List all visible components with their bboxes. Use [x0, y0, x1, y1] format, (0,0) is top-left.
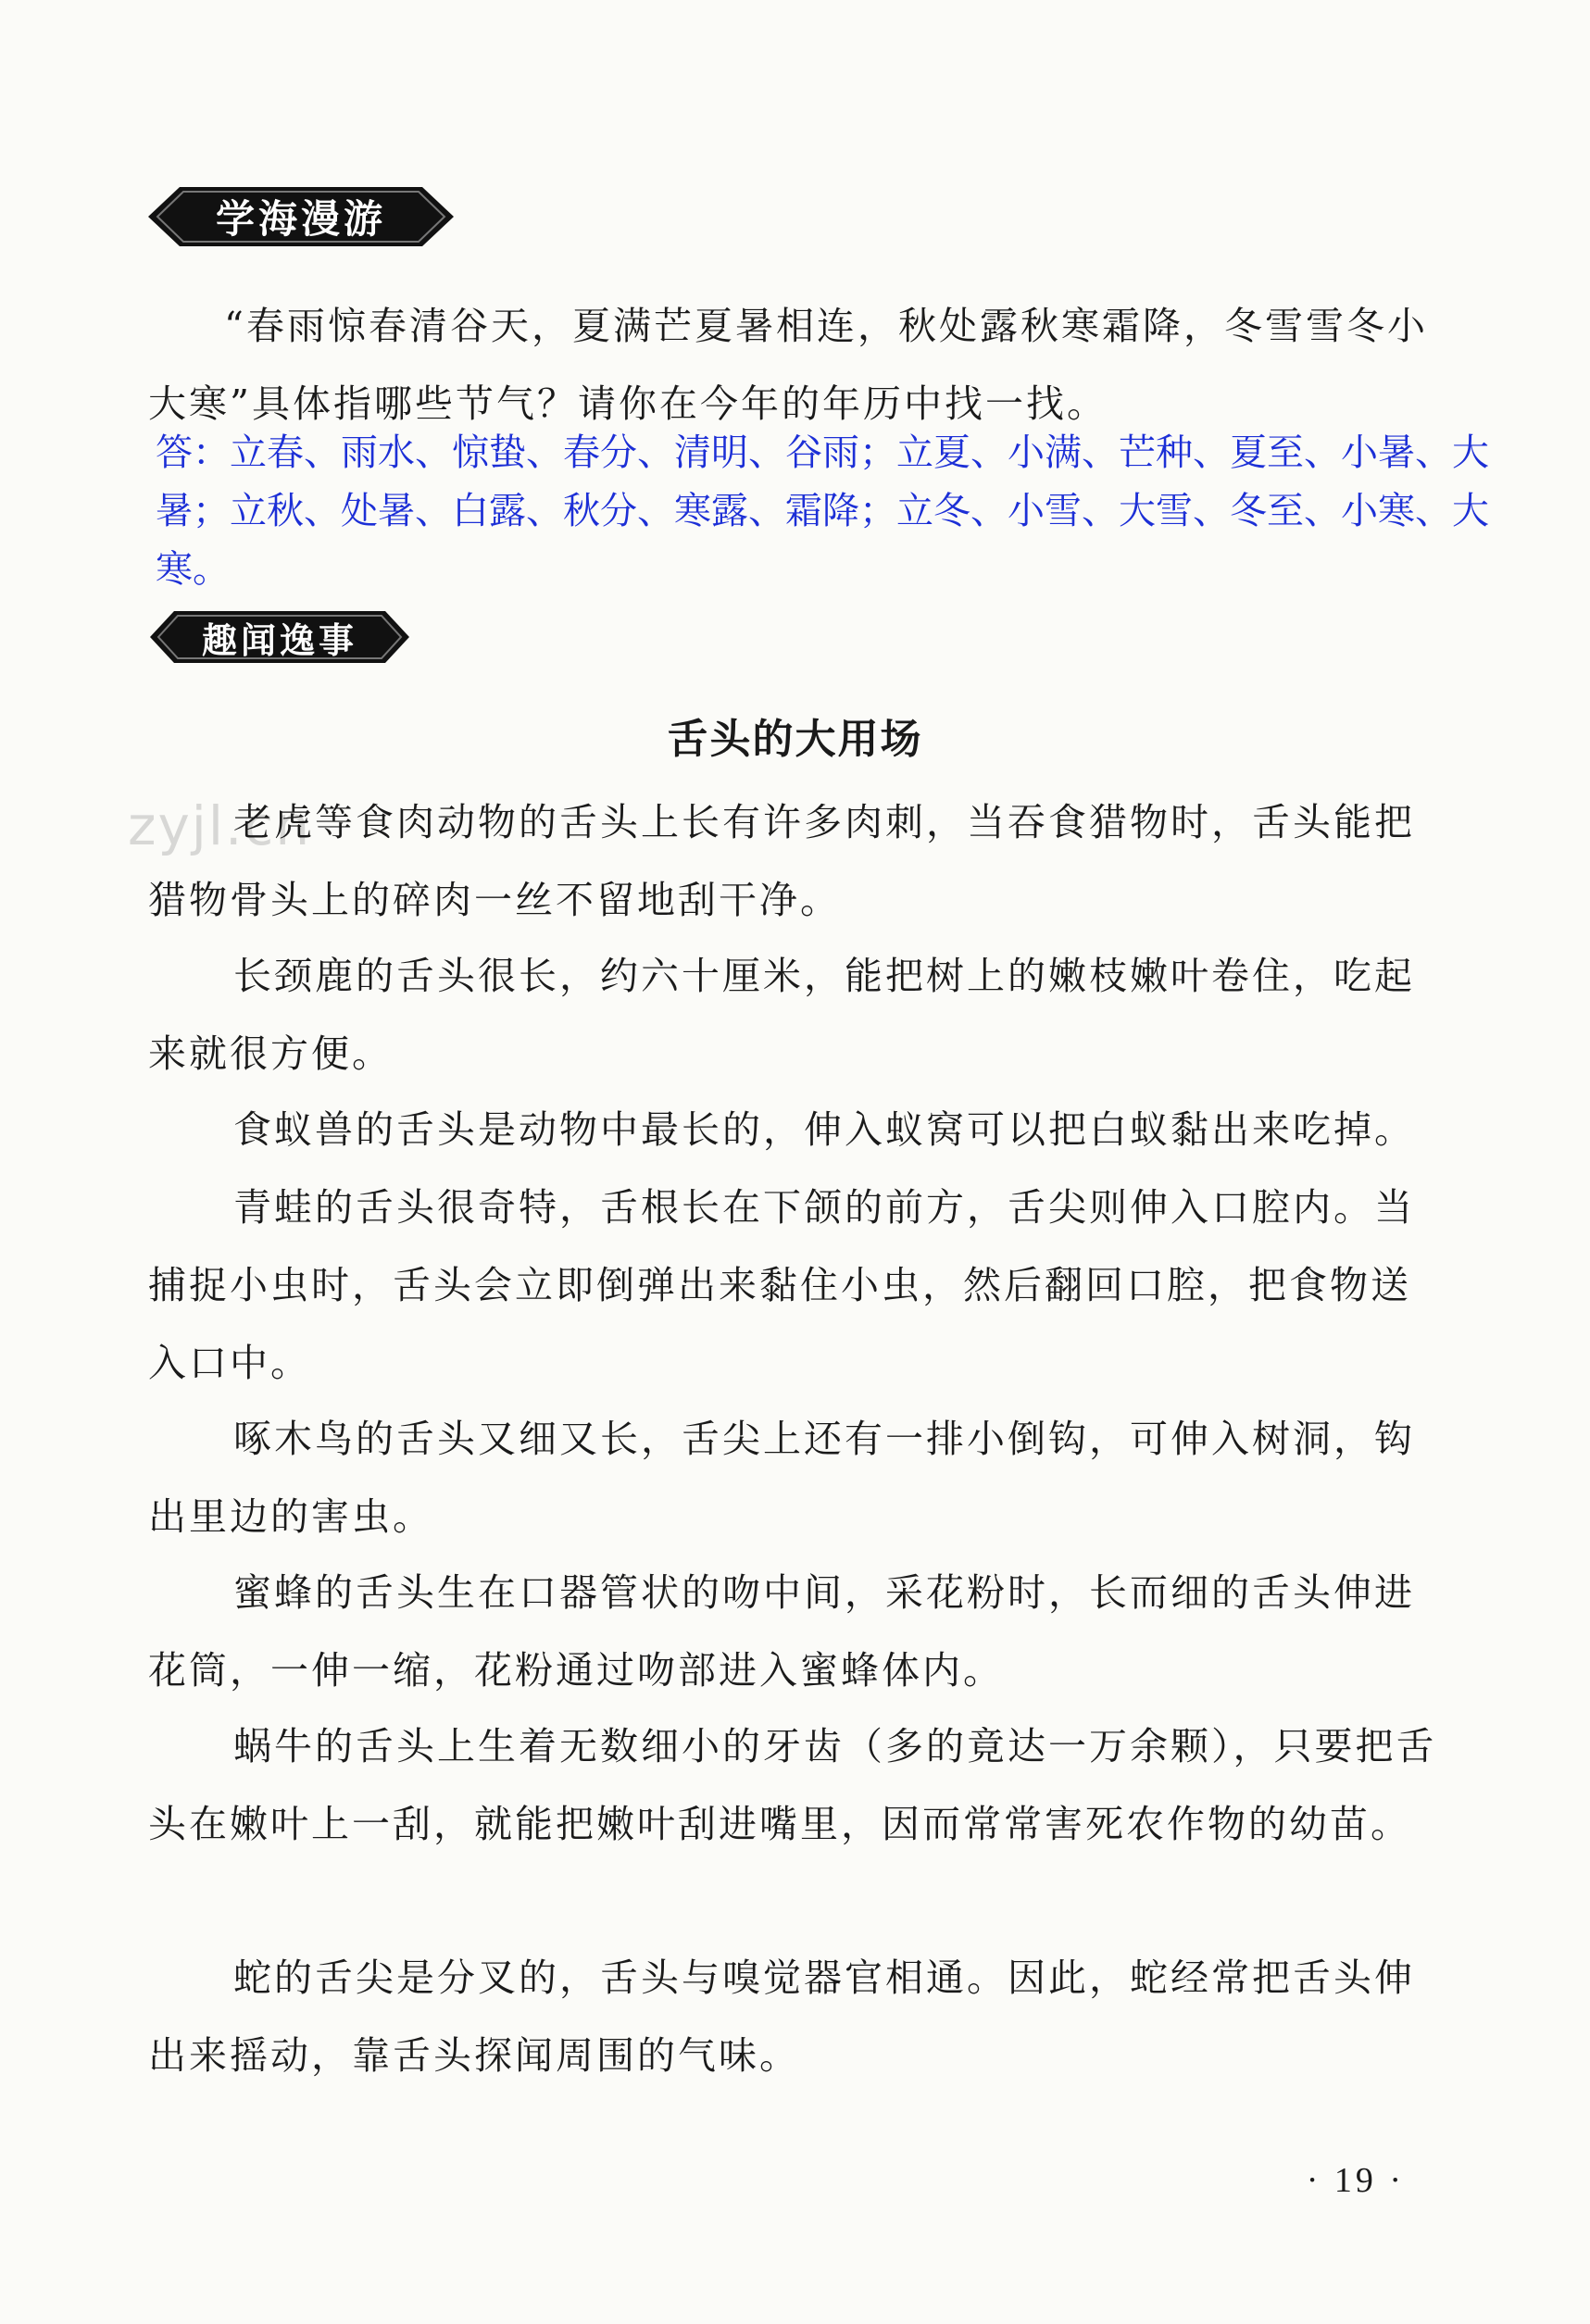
section-banner-quwen [150, 607, 409, 667]
banner-xuehai-label: 学海漫游 [215, 196, 386, 242]
story-paragraph-woodpecker: 啄木鸟的舌头又细又长，舌尖上还有一排小倒钩，可伸入树洞，钩出里边的害虫。 [148, 1417, 1415, 1539]
story-title: 舌头的大用场 [667, 716, 923, 763]
story-paragraph-snake: 蛇的舌尖是分叉的，舌头与嗅觉器官相通。因此，蛇经常把舌头伸出来摇动，靠舌头探闻周围的气味。 [148, 1955, 1415, 2078]
question-text: “春雨惊春清谷天，夏满芒夏暑相连，秋处露秋寒霜降，冬雪雪冬小大寒”具体指哪些节气？请你在今年的年历中找一找。 [148, 304, 1428, 426]
story-paragraph-giraffe: 长颈鹿的舌头很长，约六十厘米，能把树上的嫩枝嫩叶卷住，吃起来就很方便。 [148, 954, 1415, 1076]
section-banner-xuehai [148, 183, 454, 250]
banner-quwen-label: 趣闻逸事 [201, 619, 357, 661]
story-paragraph-snail: 蜗牛的舌头上生着无数细小的牙齿（多的竟达一万余颗），只要把舌头在嫩叶上一刮，就能把嫩叶刮进嘴里，因而常常害死农作物的幼苗。 [148, 1724, 1437, 1846]
watermark: zyjl.cn [128, 794, 312, 857]
page-number: · 19 · [1306, 2161, 1405, 2200]
story-paragraph-anteater: 食蚁兽的舌头是动物中最长的，伸入蚁窝可以把白蚁黏出来吃掉。 [233, 1107, 1415, 1152]
story-paragraph-frog: 青蛙的舌头很奇特，舌根长在下颌的前方，舌尖则伸入口腔内。当捕捉小虫时，舌头会立即倒弹出来黏住小虫，然后翻回口腔，把食物送入口中。 [148, 1185, 1415, 1385]
story-paragraph-tiger: 老虎等食肉动物的舌头上长有许多肉刺，当吞食猎物时，舌头能把猎物骨头上的碎肉一丝不留地刮干净。 [148, 800, 1415, 922]
story-paragraph-bee: 蜜蜂的舌头生在口器管状的吻中间，采花粉时，长而细的舌头伸进花筒，一伸一缩，花粉通过吻部进入蜜蜂体内。 [148, 1570, 1415, 1693]
answer-text: 答：立春、雨水、惊蛰、春分、清明、谷雨；立夏、小满、芒种、夏至、小暑、大暑；立秋、处暑、白露、秋分、寒露、霜降；立冬、小雪、大雪、冬至、小寒、大寒。 [156, 431, 1489, 591]
